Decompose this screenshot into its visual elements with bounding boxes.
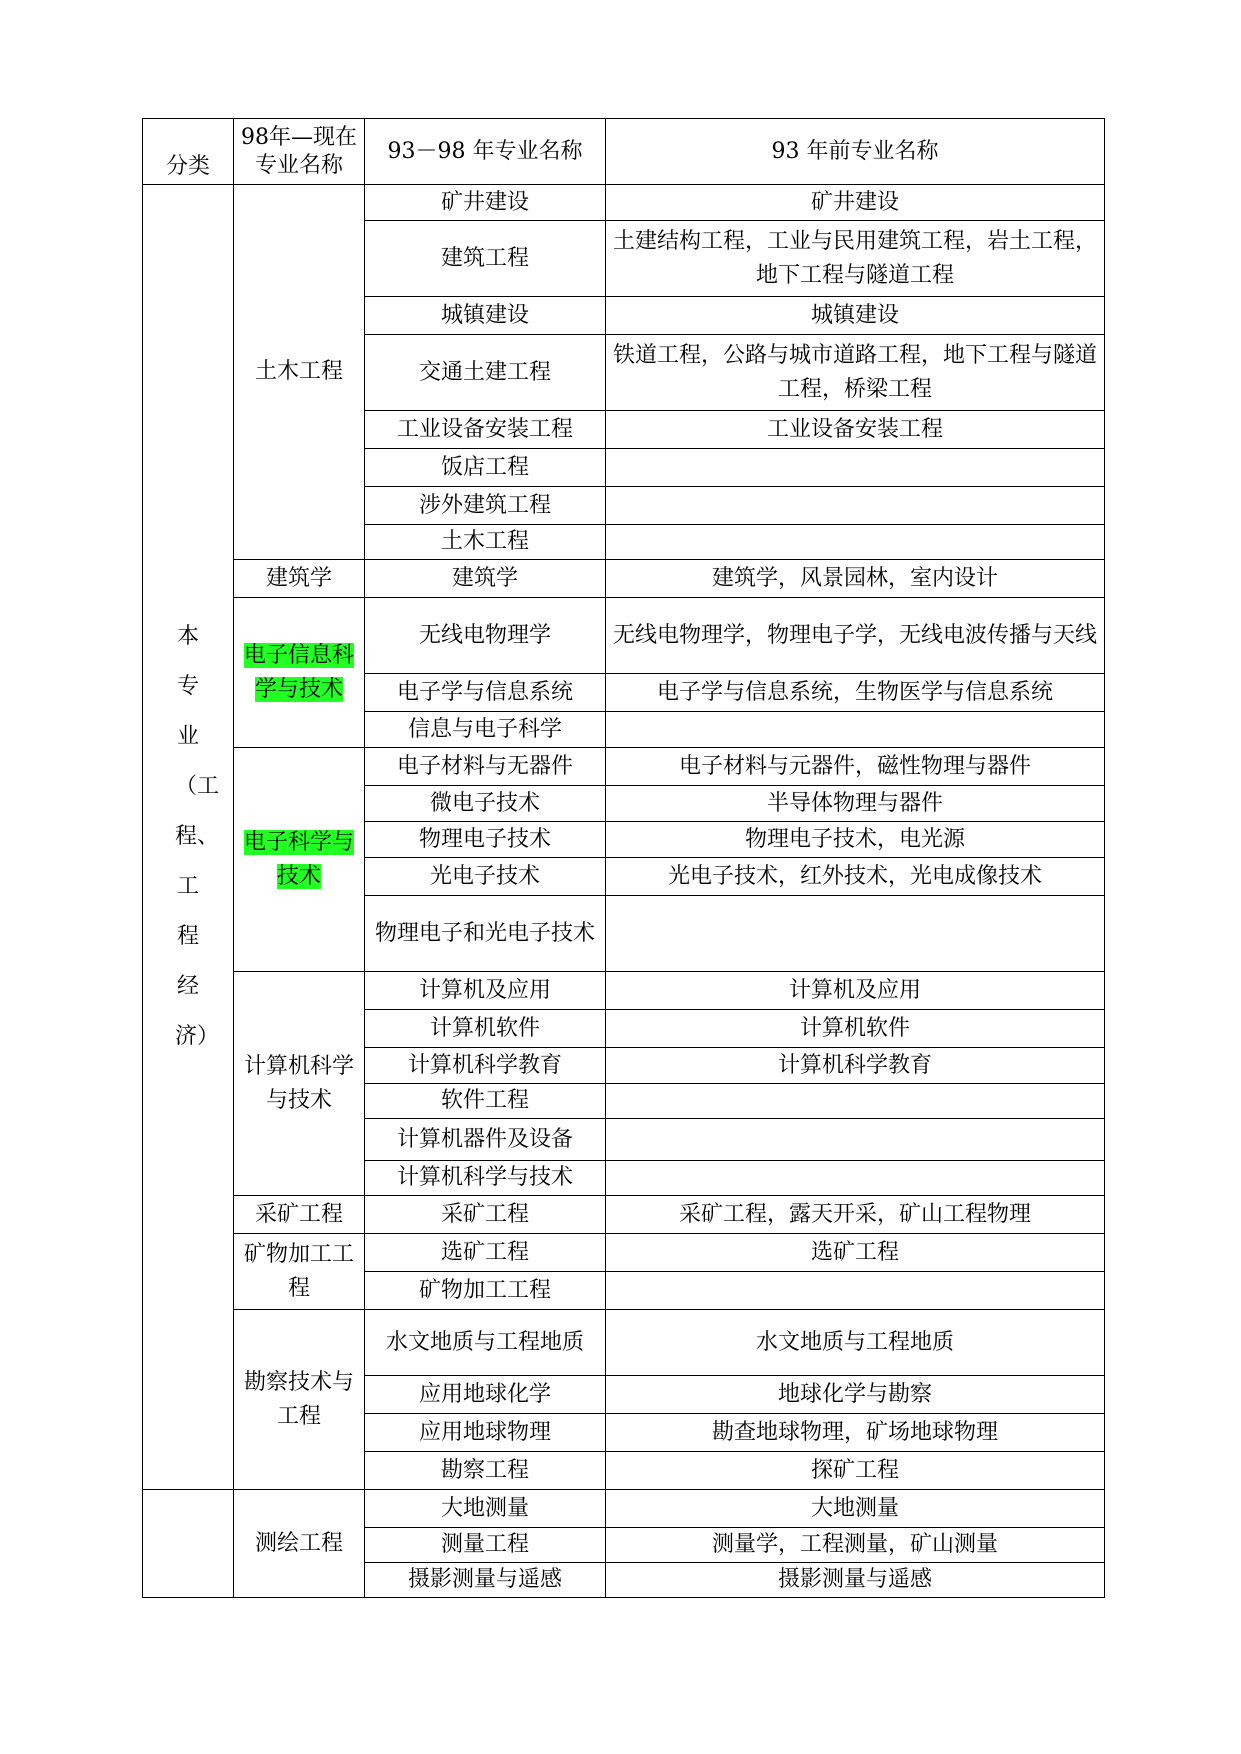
- major-93-98-cell-text: 计算机科学与技术: [396, 1165, 573, 1190]
- major-93-98-cell-text: 水文地质与工程地质: [385, 1329, 584, 1355]
- major-93-98-cell-text: 城镇建设: [440, 302, 529, 328]
- major-before-93-cell-text: 铁道工程，公路与城市道路工程，地下工程与隧道工程，桥梁工程: [612, 342, 1097, 402]
- major-before-93-cell: [606, 896, 1105, 972]
- major-before-93-cell-text: 大地测量: [810, 1495, 899, 1521]
- major-93-98-cell-text: 无线电物理学: [418, 622, 551, 648]
- header-current: [234, 119, 365, 185]
- major-93-98-cell: [365, 972, 606, 1010]
- major-93-98-cell-text: 光电子技术: [429, 863, 540, 889]
- major-93-98-cell-text: 建筑学: [451, 565, 518, 591]
- major-before-93-cell-text: 测量学，工程测量，矿山测量: [711, 1532, 998, 1557]
- major-93-98-cell-text: 交通土建工程: [418, 359, 551, 385]
- major-before-93-cell: [606, 1563, 1105, 1598]
- major-93-98-cell-text: 微电子技术: [429, 790, 540, 816]
- major-93-98-cell-text: 涉外建筑工程: [418, 492, 551, 518]
- major-93-98-cell: [365, 221, 606, 297]
- major-before-93-cell: [606, 598, 1105, 674]
- major-before-93-cell: [606, 786, 1105, 822]
- major-93-98-cell-text: 建筑工程: [440, 245, 529, 271]
- major-before-93-cell-text: 电子学与信息系统，生物医学与信息系统: [656, 679, 1053, 705]
- major-before-93-cell-text: 选矿工程: [810, 1239, 899, 1265]
- major-before-93-cell-text: 无线电物理学，物理电子学，无线电波传播与天线: [612, 622, 1097, 648]
- major-93-98-cell-text: 选矿工程: [440, 1239, 529, 1265]
- major-93-98-cell-text: 矿物加工工程: [418, 1277, 551, 1303]
- current-major-cell: [234, 185, 365, 560]
- major-before-93-cell: [606, 1010, 1105, 1048]
- major-before-93-cell-text: 地球化学与勘察: [777, 1381, 932, 1407]
- major-before-93-cell-text: 水文地质与工程地质: [755, 1329, 954, 1355]
- major-93-98-cell-text: 电子材料与无器件: [396, 753, 573, 779]
- header-category-text: 分类: [165, 154, 210, 179]
- major-93-98-cell: [365, 297, 606, 335]
- major-93-98-cell: [365, 1010, 606, 1048]
- major-before-93-cell: [606, 1048, 1105, 1084]
- major-before-93-cell-text: 城镇建设: [810, 302, 899, 328]
- table-row: [143, 972, 1105, 1010]
- major-before-93-cell: [606, 748, 1105, 786]
- header-category: [143, 119, 234, 185]
- major-93-98-cell-text: 土木工程: [440, 529, 529, 554]
- header-current-text: 98年—现在专业名称: [241, 124, 357, 178]
- major-93-98-cell-text: 大地测量: [440, 1495, 529, 1521]
- major-93-98-cell-text: 测量工程: [440, 1532, 529, 1557]
- major-93-98-cell: [365, 1161, 606, 1196]
- current-major-name: 建筑学: [265, 565, 332, 591]
- major-93-98-cell-text: 采矿工程: [440, 1201, 529, 1227]
- major-before-93-cell: [606, 185, 1105, 221]
- major-before-93-cell: [606, 487, 1105, 525]
- current-major-cell: [234, 560, 365, 598]
- major-93-98-cell-text: 计算机软件: [429, 1015, 540, 1041]
- major-93-98-cell: [365, 858, 606, 896]
- major-before-93-cell: [606, 449, 1105, 487]
- major-before-93-cell: [606, 221, 1105, 297]
- current-major-cell: [234, 1490, 365, 1598]
- category-cell-empty: [143, 1490, 234, 1598]
- major-before-93-cell-text: 采矿工程，露天开采，矿山工程物理: [678, 1201, 1031, 1227]
- major-before-93-cell-text: 矿井建设: [810, 189, 899, 215]
- current-major-name: 测绘工程: [254, 1530, 343, 1556]
- major-93-98-cell: [365, 560, 606, 598]
- major-93-98-cell: [365, 1452, 606, 1490]
- major-before-93-cell-text: 勘查地球物理，矿场地球物理: [711, 1419, 998, 1445]
- major-93-98-cell-text: 电子学与信息系统: [396, 679, 573, 705]
- current-major-name: 矿物加工工程: [243, 1241, 354, 1301]
- major-93-98-cell: [365, 712, 606, 748]
- major-93-98-cell: [365, 1376, 606, 1414]
- current-major-cell: [234, 1310, 365, 1490]
- major-before-93-cell: [606, 1490, 1105, 1528]
- major-93-98-cell-text: 计算机及应用: [418, 977, 551, 1003]
- current-major-name: 采矿工程: [254, 1201, 343, 1227]
- current-major-name: 土木工程: [254, 359, 343, 384]
- table-row: [143, 1196, 1105, 1234]
- table-row: [143, 185, 1105, 221]
- header-before-93: [606, 119, 1105, 185]
- current-major-cell: [234, 972, 365, 1196]
- major-before-93-cell: [606, 1119, 1105, 1161]
- major-before-93-cell: [606, 1234, 1105, 1272]
- major-before-93-cell: [606, 411, 1105, 449]
- major-93-98-cell: [365, 1563, 606, 1598]
- current-major-cell: [234, 748, 365, 972]
- major-93-98-cell-text: 物理电子和光电子技术: [374, 920, 595, 946]
- header-93-98: [365, 119, 606, 185]
- major-before-93-cell-text: 土建结构工程，工业与民用建筑工程，岩土工程，地下工程与隧道工程: [612, 228, 1097, 288]
- major-before-93-cell: [606, 297, 1105, 335]
- major-before-93-cell: [606, 858, 1105, 896]
- major-93-98-cell: [365, 449, 606, 487]
- major-before-93-cell: [606, 525, 1105, 560]
- major-before-93-cell-text: 摄影测量与遥感: [777, 1567, 932, 1592]
- current-major-cell: [234, 1234, 365, 1310]
- current-major-name: 电子信息科学与技术: [243, 642, 354, 702]
- major-93-98-cell: [365, 1528, 606, 1563]
- current-major-name: 计算机科学与技术: [243, 1053, 354, 1113]
- major-before-93-cell: [606, 674, 1105, 712]
- major-93-98-cell: [365, 674, 606, 712]
- major-93-98-cell-text: 物理电子技术: [418, 826, 551, 852]
- major-before-93-cell: [606, 822, 1105, 858]
- major-93-98-cell: [365, 896, 606, 972]
- major-93-98-cell-text: 计算机科学教育: [407, 1052, 562, 1078]
- major-before-93-cell-text: 探矿工程: [810, 1457, 899, 1483]
- major-93-98-cell-text: 勘察工程: [440, 1457, 529, 1483]
- major-before-93-cell: [606, 1376, 1105, 1414]
- major-before-93-cell: [606, 1272, 1105, 1310]
- category-label: 本专业（工程、工程经济）: [175, 624, 220, 1049]
- major-93-98-cell: [365, 822, 606, 858]
- major-before-93-cell: [606, 1161, 1105, 1196]
- major-93-98-cell-text: 应用地球化学: [418, 1381, 551, 1407]
- major-93-98-cell: [365, 1490, 606, 1528]
- major-93-98-cell: [365, 1084, 606, 1119]
- major-before-93-cell: [606, 972, 1105, 1010]
- major-93-98-cell: [365, 487, 606, 525]
- major-93-98-cell-text: 应用地球物理: [418, 1419, 551, 1445]
- major-before-93-cell-text: 电子材料与元器件，磁性物理与器件: [678, 753, 1031, 779]
- major-93-98-cell: [365, 598, 606, 674]
- current-major-cell: [234, 1196, 365, 1234]
- major-93-98-cell-text: 饭店工程: [440, 454, 529, 480]
- major-before-93-cell: [606, 1084, 1105, 1119]
- header-before-93-text: 93 年前专业名称: [771, 138, 939, 164]
- major-93-98-cell: [365, 411, 606, 449]
- major-before-93-cell: [606, 335, 1105, 411]
- major-name-table: [142, 118, 1105, 1598]
- table-row: [143, 1234, 1105, 1272]
- major-before-93-cell: [606, 1528, 1105, 1563]
- major-before-93-cell-text: 工业设备安装工程: [766, 416, 943, 442]
- current-major-name: 电子科学与技术: [243, 829, 354, 889]
- major-before-93-cell: [606, 712, 1105, 748]
- major-before-93-cell: [606, 1310, 1105, 1376]
- major-before-93-cell: [606, 1414, 1105, 1452]
- current-major-cell: [234, 598, 365, 748]
- document-page: [142, 118, 1105, 1598]
- table-row: [143, 748, 1105, 786]
- major-93-98-cell-text: 计算机器件及设备: [396, 1126, 573, 1152]
- category-cell: [143, 185, 234, 1490]
- header-93-98-text: 93－98 年专业名称: [387, 138, 583, 164]
- major-before-93-cell: [606, 560, 1105, 598]
- major-93-98-cell: [365, 1234, 606, 1272]
- major-93-98-cell: [365, 1048, 606, 1084]
- major-93-98-cell: [365, 748, 606, 786]
- major-93-98-cell-text: 信息与电子科学: [407, 716, 562, 742]
- major-93-98-cell: [365, 1196, 606, 1234]
- table-row: [143, 1490, 1105, 1528]
- major-93-98-cell: [365, 1272, 606, 1310]
- major-93-98-cell: [365, 1414, 606, 1452]
- table-row: [143, 598, 1105, 674]
- major-before-93-cell-text: 光电子技术，红外技术，光电成像技术: [667, 863, 1042, 889]
- major-93-98-cell-text: 摄影测量与遥感: [407, 1567, 562, 1592]
- major-93-98-cell: [365, 185, 606, 221]
- major-before-93-cell-text: 计算机及应用: [788, 977, 921, 1003]
- major-before-93-cell-text: 计算机软件: [799, 1015, 910, 1041]
- major-93-98-cell-text: 工业设备安装工程: [396, 416, 573, 442]
- major-93-98-cell: [365, 525, 606, 560]
- major-93-98-cell-text: 矿井建设: [440, 189, 529, 215]
- major-before-93-cell-text: 半导体物理与器件: [766, 790, 943, 816]
- table-row: [143, 560, 1105, 598]
- major-before-93-cell-text: 计算机科学教育: [777, 1052, 932, 1078]
- header-row: [143, 119, 1105, 185]
- table-row: [143, 1310, 1105, 1376]
- major-93-98-cell-text: 软件工程: [440, 1088, 529, 1113]
- major-before-93-cell-text: 建筑学，风景园林，室内设计: [711, 565, 998, 591]
- major-before-93-cell: [606, 1196, 1105, 1234]
- major-93-98-cell: [365, 335, 606, 411]
- major-before-93-cell-text: 物理电子技术，电光源: [744, 826, 965, 852]
- major-93-98-cell: [365, 1310, 606, 1376]
- major-before-93-cell: [606, 1452, 1105, 1490]
- major-93-98-cell: [365, 786, 606, 822]
- current-major-name: 勘察技术与工程: [243, 1369, 354, 1429]
- major-93-98-cell: [365, 1119, 606, 1161]
